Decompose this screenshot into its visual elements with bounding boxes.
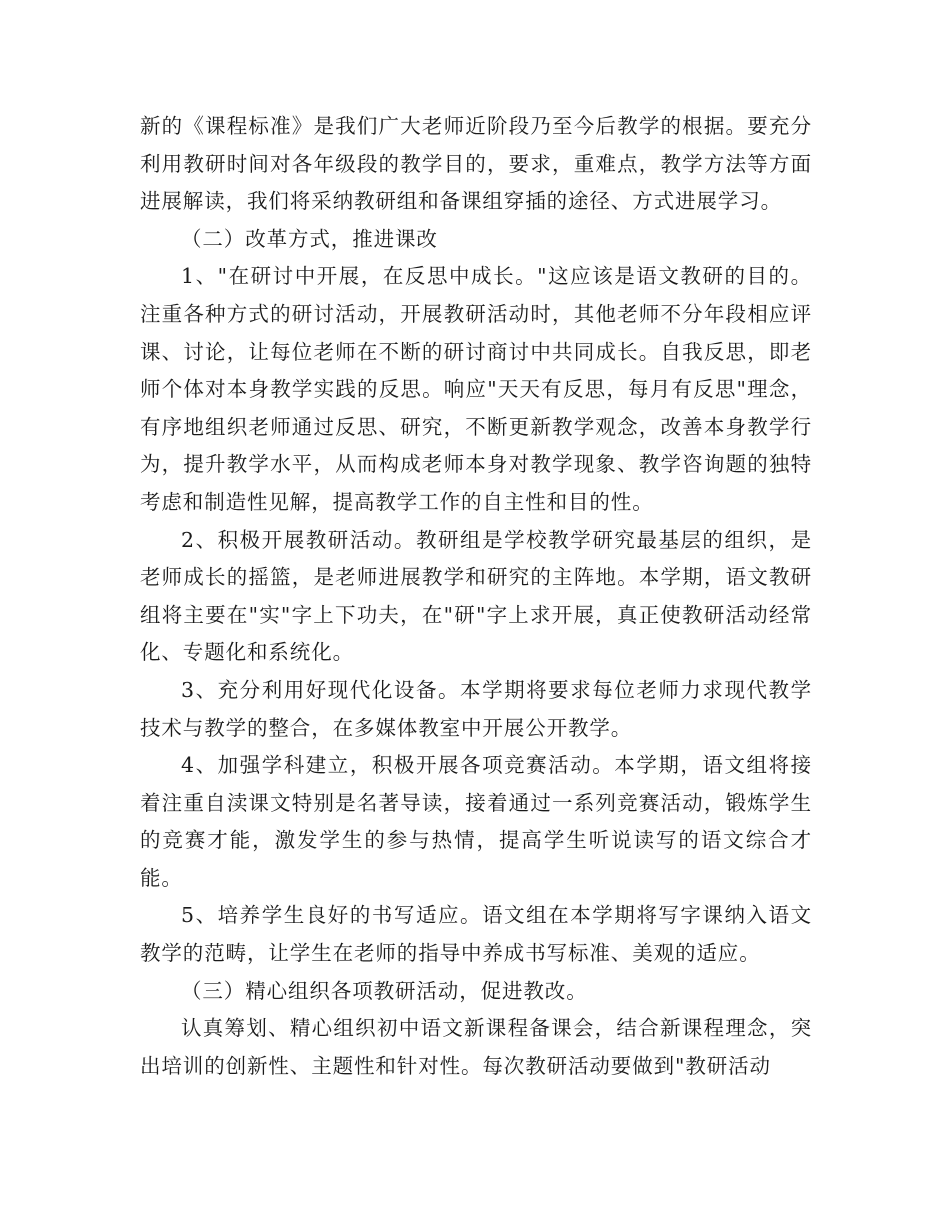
paragraph-closing: 认真筹划、精心组织初中语文新课程备课会，结合新课程理念，突出培训的创新性、主题性和针对性。每次教研活动要做到"教研活动 <box>140 1016 812 1078</box>
paragraph-item-2: 2、积极开展教研活动。教研组是学校教学研究最基层的组织，是老师成长的摇篮，是老师进展教学和研究的主阵地。本学期，语文教研组将主要在"实"字上下功夫，在"研"字上求开展，真正使教研活动经常化、专题化和系统化。 <box>140 527 812 665</box>
paragraph-item-5: 5、培养学生良好的书写适应。语文组在本学期将写字课纳入语文教学的范畴，让学生在老师的指导中养成书写标准、美观的适应。 <box>140 903 812 966</box>
section-heading-2: （二）改革方式，推进课改 <box>181 226 438 251</box>
paragraph-item-1: 1、"在研讨中开展，在反思中成长。"这应该是语文教研的目的。注重各种方式的研讨活动，开展教研活动时，其他老师不分年段相应评课、讨论，让每位老师在不断的研讨商讨中共同成长。自我反思，即老师个体对本身教学实践的反思。响应"天天有反思，每月有反思"理念，有序地组织老师通过反思、研究，不断更新教学观念，改善本身教学行为，提升教学水平，从而构成老师本身对教学现象、教学咨询题的独特考虑和制造性见解，提高教学工作的自主性和目的性。 <box>140 264 812 514</box>
paragraph-intro: 新的《课程标准》是我们广大老师近阶段乃至今后教学的根据。要充分利用教研时间对各年级段的教学目的，要求，重难点，教学方法等方面进展解读，我们将采纳教研组和备课组穿插的途径、方式进展学习。 <box>140 114 812 214</box>
paragraph-item-4: 4、加强学科建立，积极开展各项竞赛活动。本学期，语文组将接着注重自渎课文特别是名著导读，接着通过一系列竞赛活动，锻炼学生的竞赛才能，激发学生的参与热情，提高学生听说读写的语文综合才能。 <box>140 753 812 890</box>
paragraph-item-3: 3、充分利用好现代化设备。本学期将要求每位老师力求现代教学技术与教学的整合，在多媒体教室中开展公开教学。 <box>140 677 812 740</box>
document-page <box>140 108 812 1085</box>
section-heading-3: （三）精心组织各项教研活动，促进教改。 <box>181 978 588 1003</box>
